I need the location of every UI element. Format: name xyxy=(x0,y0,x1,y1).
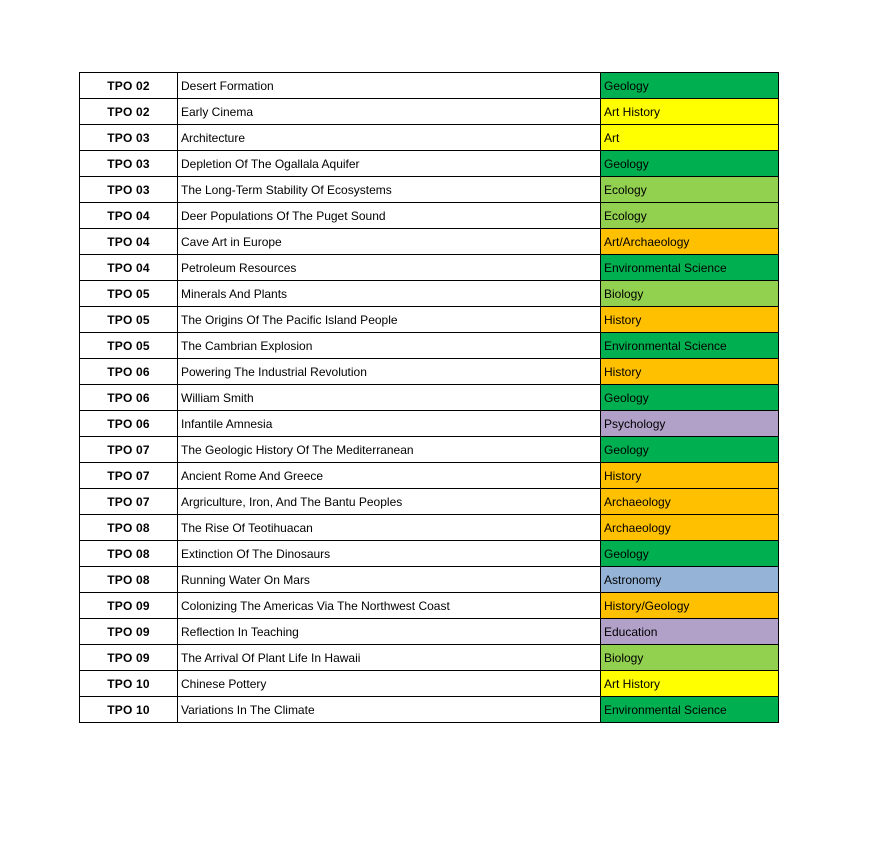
tpo-topic-table xyxy=(79,72,779,723)
tpo-cell: TPO 06 xyxy=(80,411,178,437)
title-cell: The Origins Of The Pacific Island People xyxy=(178,307,601,333)
tpo-cell: TPO 06 xyxy=(80,359,178,385)
tpo-cell: TPO 08 xyxy=(80,515,178,541)
tpo-cell: TPO 03 xyxy=(80,177,178,203)
title-cell: Minerals And Plants xyxy=(178,281,601,307)
tpo-cell: TPO 09 xyxy=(80,593,178,619)
table-row xyxy=(80,281,779,307)
title-cell: Colonizing The Americas Via The Northwest Coast xyxy=(178,593,601,619)
subject-cell: Art/Archaeology xyxy=(601,229,779,255)
table-row xyxy=(80,697,779,723)
table-row xyxy=(80,99,779,125)
table-row xyxy=(80,307,779,333)
subject-cell: Ecology xyxy=(601,177,779,203)
tpo-cell: TPO 08 xyxy=(80,541,178,567)
table-row xyxy=(80,567,779,593)
title-cell: Extinction Of The Dinosaurs xyxy=(178,541,601,567)
table-row xyxy=(80,177,779,203)
table-body xyxy=(80,73,779,723)
table-row xyxy=(80,359,779,385)
subject-cell: History xyxy=(601,359,779,385)
subject-cell: Archaeology xyxy=(601,489,779,515)
table-row xyxy=(80,619,779,645)
tpo-cell: TPO 05 xyxy=(80,333,178,359)
title-cell: Desert Formation xyxy=(178,73,601,99)
tpo-cell: TPO 05 xyxy=(80,281,178,307)
title-cell: Petroleum Resources xyxy=(178,255,601,281)
subject-cell: Art xyxy=(601,125,779,151)
table-row xyxy=(80,333,779,359)
tpo-cell: TPO 04 xyxy=(80,203,178,229)
tpo-cell: TPO 04 xyxy=(80,255,178,281)
subject-cell: Ecology xyxy=(601,203,779,229)
tpo-cell: TPO 10 xyxy=(80,697,178,723)
title-cell: Cave Art in Europe xyxy=(178,229,601,255)
table-row xyxy=(80,515,779,541)
table-row xyxy=(80,593,779,619)
tpo-cell: TPO 06 xyxy=(80,385,178,411)
tpo-cell: TPO 04 xyxy=(80,229,178,255)
tpo-cell: TPO 10 xyxy=(80,671,178,697)
subject-cell: Education xyxy=(601,619,779,645)
title-cell: Reflection In Teaching xyxy=(178,619,601,645)
subject-cell: Geology xyxy=(601,541,779,567)
subject-cell: Art History xyxy=(601,99,779,125)
title-cell: Early Cinema xyxy=(178,99,601,125)
subject-cell: Geology xyxy=(601,437,779,463)
tpo-cell: TPO 07 xyxy=(80,463,178,489)
table-row xyxy=(80,203,779,229)
table-row xyxy=(80,125,779,151)
tpo-cell: TPO 03 xyxy=(80,125,178,151)
title-cell: Infantile Amnesia xyxy=(178,411,601,437)
title-cell: The Cambrian Explosion xyxy=(178,333,601,359)
table-row xyxy=(80,411,779,437)
subject-cell: History xyxy=(601,463,779,489)
subject-cell: History xyxy=(601,307,779,333)
title-cell: The Geologic History Of The Mediterranean xyxy=(178,437,601,463)
title-cell: William Smith xyxy=(178,385,601,411)
table-row xyxy=(80,385,779,411)
subject-cell: Archaeology xyxy=(601,515,779,541)
subject-cell: Environmental Science xyxy=(601,333,779,359)
title-cell: Running Water On Mars xyxy=(178,567,601,593)
subject-cell: Psychology xyxy=(601,411,779,437)
subject-cell: Biology xyxy=(601,281,779,307)
tpo-cell: TPO 02 xyxy=(80,99,178,125)
title-cell: Powering The Industrial Revolution xyxy=(178,359,601,385)
title-cell: Argriculture, Iron, And The Bantu Peoples xyxy=(178,489,601,515)
title-cell: Variations In The Climate xyxy=(178,697,601,723)
subject-cell: Art History xyxy=(601,671,779,697)
table-row xyxy=(80,151,779,177)
title-cell: The Rise Of Teotihuacan xyxy=(178,515,601,541)
tpo-cell: TPO 07 xyxy=(80,437,178,463)
subject-cell: Geology xyxy=(601,151,779,177)
subject-cell: Environmental Science xyxy=(601,255,779,281)
tpo-cell: TPO 09 xyxy=(80,645,178,671)
subject-cell: Biology xyxy=(601,645,779,671)
subject-cell: Environmental Science xyxy=(601,697,779,723)
subject-cell: Astronomy xyxy=(601,567,779,593)
subject-cell: Geology xyxy=(601,73,779,99)
tpo-cell: TPO 09 xyxy=(80,619,178,645)
title-cell: Depletion Of The Ogallala Aquifer xyxy=(178,151,601,177)
tpo-cell: TPO 07 xyxy=(80,489,178,515)
tpo-cell: TPO 08 xyxy=(80,567,178,593)
tpo-cell: TPO 03 xyxy=(80,151,178,177)
title-cell: Ancient Rome And Greece xyxy=(178,463,601,489)
title-cell: Architecture xyxy=(178,125,601,151)
title-cell: The Arrival Of Plant Life In Hawaii xyxy=(178,645,601,671)
table-row xyxy=(80,255,779,281)
title-cell: Chinese Pottery xyxy=(178,671,601,697)
tpo-cell: TPO 05 xyxy=(80,307,178,333)
tpo-cell: TPO 02 xyxy=(80,73,178,99)
table-row xyxy=(80,73,779,99)
table-row xyxy=(80,463,779,489)
table-row xyxy=(80,541,779,567)
table-row xyxy=(80,229,779,255)
subject-cell: Geology xyxy=(601,385,779,411)
title-cell: Deer Populations Of The Puget Sound xyxy=(178,203,601,229)
table-row xyxy=(80,645,779,671)
table-row xyxy=(80,671,779,697)
table-row xyxy=(80,489,779,515)
subject-cell: History/Geology xyxy=(601,593,779,619)
table-row xyxy=(80,437,779,463)
title-cell: The Long-Term Stability Of Ecosystems xyxy=(178,177,601,203)
